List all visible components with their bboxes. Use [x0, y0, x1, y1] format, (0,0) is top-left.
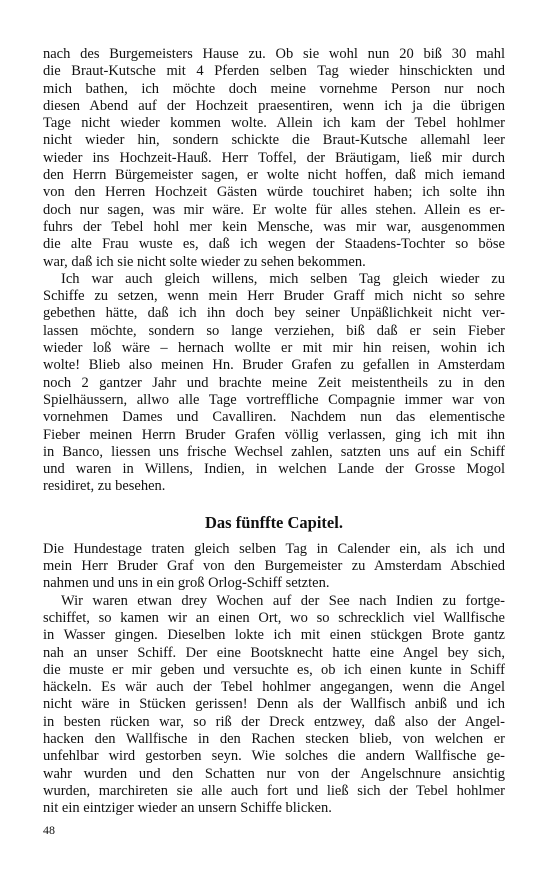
text-line: Wir waren etwan drey Wochen auf der See nach Indien zu fortge- [61, 592, 505, 609]
text-line: nicht wieder hin, sondern schickte die Braut-Kutsche allemahl leer [43, 132, 505, 149]
text-line: unfehlbar wird gestorben seyn. Wie solches die andern Wallfische ge- [43, 748, 505, 765]
paragraph [43, 271, 505, 496]
text-line: Schiffe zu setzen, wenn mein Herr Bruder Graff mich nicht so sehre [43, 288, 505, 305]
text-line: war, daß ich sie nicht solte wieder zu sehen bekommen. [43, 253, 366, 270]
text-line: wurden, marchireten sie alle auch fort und ließ sich der Tebel hohlmer [43, 782, 505, 799]
text-line: vornehmen Dames und Cavalliren. Nachdem nun das elementische [43, 409, 505, 426]
text-line: wolte! Blieb also meinen Hn. Bruder Grafen zu gefallen in Amsterdam [43, 357, 505, 374]
text-line: doch nur sagen, was mir wäre. Er wolte für alles stehen. Allein es er- [43, 201, 505, 218]
text-line: gebethen hätte, daß ich ihn doch bey seiner Unpäßlichkeit nicht ver- [43, 305, 505, 322]
text-line: fuhrs der Tebel hohl mer kein Mensche, was mir war, ausgenommen [43, 218, 505, 235]
heading-spacer [43, 496, 505, 513]
paragraph [43, 46, 505, 271]
text-block-after-chapter [43, 541, 505, 818]
text-line: in Banco, liessen uns frische Wechsel zahlen, satzten uns auf ein Schiff [43, 443, 505, 460]
text-line: Spielhäussern, allwo alle Tage vortreffliche Compagnie immer war von [43, 391, 505, 408]
text-line: die muste er mir geben und versuchte es, ob ich einen kunte in Schiff [43, 661, 505, 678]
text-line: nicht wäre in Stücken gerissen! Denn als der Wallfisch anbiß und ich [43, 696, 505, 713]
text-line: nah an unser Schiff. Der eine Bootsknecht hatte eine Angel bey sich, [43, 644, 505, 661]
page-body [43, 46, 505, 817]
text-line: mein Herr Bruder Graf von den Burgemeister zu Amsterdam Abschied [43, 558, 505, 575]
paragraph [43, 541, 505, 593]
text-line: nit ein eintziger wieder an unsern Schiffe blicken. [43, 800, 332, 817]
text-line: Tage nicht wieder kommen wolte. Allein ich kam der Tebel hohlmer [43, 115, 505, 132]
text-line: noch 2 gantzer Jahr und brachte meine Zeit meistentheils zu in den [43, 374, 505, 391]
text-line: wahr wurden und den Schatten nur von der Angelschnure ansichtig [43, 765, 505, 782]
text-line: Fieber meinen Herrn Bruder Grafen völlig verlassen, ging ich mit ihn [43, 426, 505, 443]
text-line: den Herrn Bürgemeister sagen, er wolte nicht hoffen, daß mich iemand [43, 167, 505, 184]
text-line: lassen möchte, sondern so lange verziehen, biß daß er sein Fieber [43, 322, 505, 339]
text-line: die alte Frau wuste es, daß ich wegen der Staadens-Tochter so böse [43, 236, 505, 253]
text-line: hacken den Wallfische in den Rachen stecken blieb, von welchen er [43, 730, 505, 747]
text-line: mich bathen, ich möchte doch meine vornehme Person nur noch [43, 80, 505, 97]
text-line: Ich war auch gleich willens, mich selben Tag gleich wieder zu [61, 270, 505, 287]
text-line: residiret, zu besehen. [43, 478, 166, 495]
text-line: diesen Abend auf der Hochzeit praesentiren, wenn ich ja die übrigen [43, 97, 505, 114]
text-line: die Braut-Kutsche mit 4 Pferden selben Tag wieder hinschickten und [43, 63, 505, 80]
text-line: häckeln. Es wär auch der Tebel hohlmer angegangen, wenn die Angel [43, 679, 505, 696]
text-line: in Wasser gingen. Dieselben lokte ich mit einen stückgen Brote gantz [43, 627, 505, 644]
text-line: nach des Burgemeisters Hause zu. Ob sie wohl nun 20 biß 30 mahl [43, 46, 505, 62]
text-line: und waren in Willens, Indien, in welchen Lande der Grosse Mogol [43, 461, 505, 478]
text-block-before-chapter [43, 46, 505, 496]
text-line: von den Herren Hochzeit Gästen würde touchiret haben; ich solte ihn [43, 184, 505, 201]
text-line: schiffet, so kamen wir an einen Ort, wo so schrecklich viel Wallfische [43, 609, 505, 626]
page-number: 48 [43, 823, 55, 837]
chapter-heading: Das fünffte Capitel. [205, 512, 343, 532]
text-line: wieder ins Hochzeit-Hauß. Herr Toffel, der Bräutigam, ließ mir durch [43, 149, 505, 166]
text-line: nahmen und uns in ein groß Orlog-Schiff setzten. [43, 575, 330, 592]
text-line: Die Hundestage traten gleich selben Tag in Calender ein, als ich und [43, 540, 505, 557]
text-line: in besten rücken war, so riß der Dreck entzwey, daß also der Angel- [43, 713, 505, 730]
paragraph [43, 593, 505, 818]
text-line: wieder loß wäre – hernach wollte er mit mir hin reisen, wohin ich [43, 340, 505, 357]
